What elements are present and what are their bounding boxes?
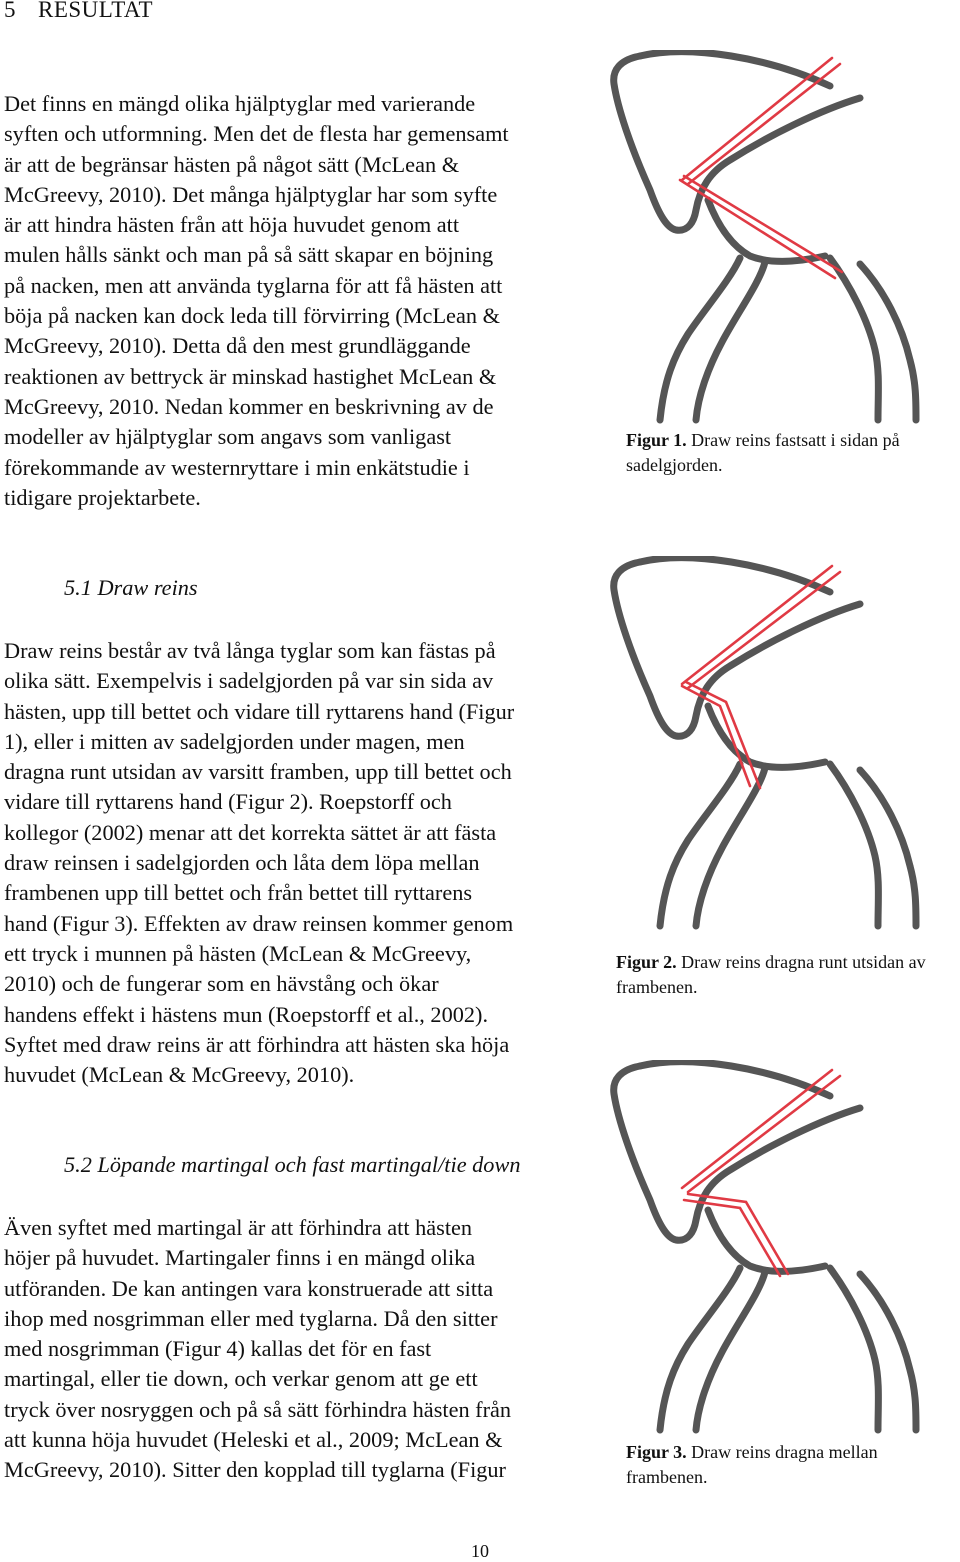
draw-reins bbox=[682, 1070, 840, 1276]
text-line: mulen hålls sänkt och man på så sätt skapar en böjning bbox=[4, 242, 494, 268]
figure-2-caption bbox=[616, 950, 960, 1000]
figure-1-label: Figur 1. bbox=[626, 430, 687, 450]
section-number: 5 bbox=[4, 0, 16, 22]
horse-outline bbox=[614, 52, 916, 420]
text-line: Det finns en mängd olika hjälptyglar med varierande bbox=[4, 91, 476, 116]
figure-1-horse-illustration bbox=[600, 50, 940, 425]
text-line: tidigare projektarbete. bbox=[4, 484, 201, 510]
text-line: är att hindra hästen från att höja huvudet genom att bbox=[4, 212, 460, 238]
text-line: McGreevy, 2010). Det många hjälptyglar har som syfte bbox=[4, 181, 498, 207]
page-number: 10 bbox=[471, 1541, 489, 1561]
horse-outline bbox=[614, 1062, 916, 1430]
draw-reins bbox=[680, 58, 842, 278]
text-line: handens effekt i hästens mun (Roepstorff et al., 2002). bbox=[4, 1001, 489, 1027]
text-line: vidare till ryttarens hand (Figur 2). Roepstorff och bbox=[4, 789, 452, 815]
text-line: McGreevy, 2010). Detta då den mest grundläggande bbox=[4, 333, 471, 359]
text-line: McGreevy, 2010. Nedan kommer en beskrivning av de bbox=[4, 393, 494, 419]
figure-1-caption bbox=[626, 428, 960, 478]
text-line: syften och utformning. Men det de flesta har gemensamt bbox=[4, 121, 509, 147]
section-heading bbox=[4, 0, 153, 23]
text-line: på nacken, men att använda tyglarna för att få hästen att bbox=[4, 272, 503, 298]
text-line: höjer på huvudet. Martingaler finns i en mängd olika bbox=[4, 1245, 476, 1271]
text-line: reaktionen av bettryck är minskad hastighet McLean & bbox=[4, 363, 497, 389]
text-line: hästen, upp till bettet och vidare till ryttarens hand (Figur bbox=[4, 698, 515, 724]
text-line: utföranden. De kan antingen vara konstruerade att sitta bbox=[4, 1275, 494, 1301]
figure-3-label: Figur 3. bbox=[626, 1442, 687, 1462]
text-line: att kunna höja huvudet (Heleski et al., 2009; McLean & bbox=[4, 1427, 503, 1453]
subsection-heading-draw-reins: 5.1 Draw reins bbox=[64, 575, 198, 600]
figure-2-label: Figur 2. bbox=[616, 952, 677, 972]
text-line: Även syftet med martingal är att förhindra att hästen bbox=[4, 1215, 473, 1240]
text-line: draw reinsen i sadelgjorden och låta dem löpa mellan bbox=[4, 850, 480, 876]
intro-paragraph bbox=[4, 89, 596, 513]
text-line: frambenen upp till bettet och från bettet till ryttarens bbox=[4, 880, 473, 906]
text-line: kollegor (2002) menar att det korrekta sättet är att fästa bbox=[4, 819, 497, 845]
text-line: förekommande av westernryttare i min enkätstudie i bbox=[4, 454, 470, 480]
text-line: är att de begränsar hästen på något sätt (McLean & bbox=[4, 151, 460, 177]
text-line: med nosgrimman (Figur 4) kallas det för en fast bbox=[4, 1336, 432, 1362]
draw-reins bbox=[682, 566, 840, 788]
subsection-heading-martingal: 5.2 Löpande martingal och fast martingal/tie down bbox=[64, 1152, 521, 1177]
figure-3-caption bbox=[626, 1440, 960, 1490]
text-line: Syftet med draw reins är att förhindra att hästen ska höja bbox=[4, 1031, 510, 1057]
text-line: McGreevy, 2010). Sitter den kopplad till tyglarna (Figur bbox=[4, 1457, 506, 1483]
text-line: ihop med nosgrimman eller med tyglarna. Då den sitter bbox=[4, 1305, 498, 1331]
text-line: Draw reins består av två långa tyglar som kan fästas på bbox=[4, 638, 496, 663]
text-line: olika sätt. Exempelvis i sadelgjorden på var sin sida av bbox=[4, 668, 494, 694]
text-line: hand (Figur 3). Effekten av draw reinsen kommer genom bbox=[4, 910, 514, 936]
text-line: böja på nacken kan dock leda till förvirring (McLean & bbox=[4, 303, 500, 329]
figure-3-horse-illustration bbox=[600, 1060, 940, 1435]
figure-2-text: Draw reins dragna runt utsidan av frambenen. bbox=[616, 952, 926, 997]
figure-2-horse-illustration bbox=[600, 556, 940, 931]
martingal-paragraph bbox=[4, 1213, 596, 1486]
text-line: dragna runt utsidan av varsitt framben, upp till bettet och bbox=[4, 759, 512, 785]
text-line: huvudet (McLean & McGreevy, 2010). bbox=[4, 1062, 355, 1088]
horse-outline bbox=[614, 558, 916, 926]
text-line: modeller av hjälptyglar som angavs som vanligast bbox=[4, 424, 452, 450]
text-line: tryck över nosryggen och på så sätt förhindra hästen från bbox=[4, 1396, 512, 1422]
text-line: 1), eller i mitten av sadelgjorden under magen, men bbox=[4, 728, 465, 754]
text-line: ett tryck i munnen på hästen (McLean & McGreevy, bbox=[4, 940, 472, 966]
figure-1-text: Draw reins fastsatt i sidan på sadelgjorden. bbox=[626, 430, 900, 475]
section-title: RESULTAT bbox=[38, 0, 154, 22]
text-line: 2010) och de fungerar som en hävstång och ökar bbox=[4, 971, 439, 997]
figure-3-text: Draw reins dragna mellan frambenen. bbox=[626, 1442, 878, 1487]
draw-reins-paragraph bbox=[4, 636, 596, 1090]
text-line: martingal, eller tie down, och verkar genom att ge ett bbox=[4, 1366, 478, 1392]
